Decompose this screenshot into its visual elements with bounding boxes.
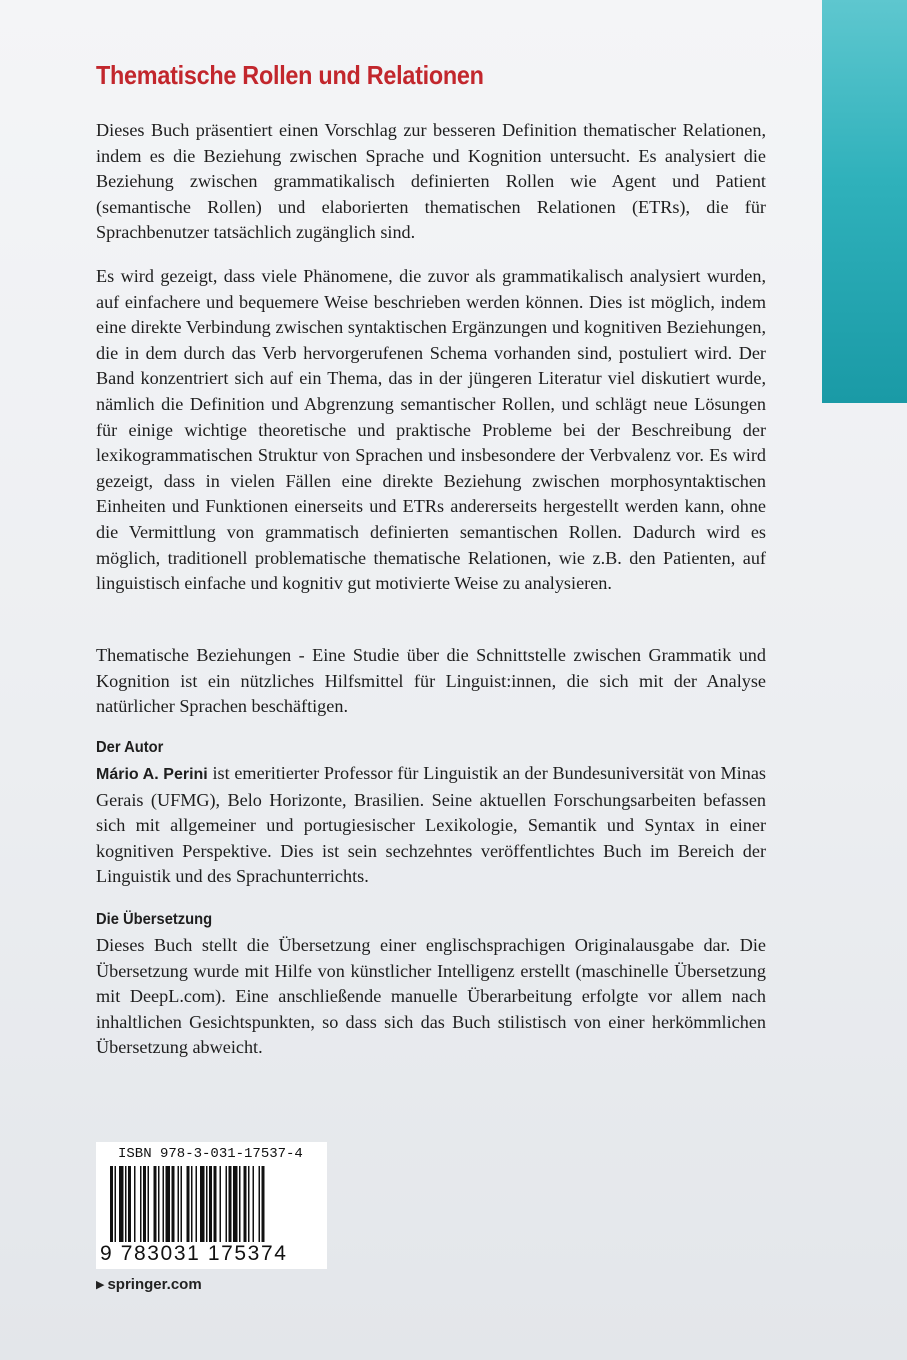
arrow-right-icon: ▶: [96, 1279, 105, 1291]
isbn-label: ISBN 978-3-031-17537-4: [118, 1146, 303, 1162]
publisher-label: springer.com: [107, 1276, 202, 1293]
book-title: Thematische Rollen und Relationen: [96, 60, 484, 90]
author-paragraph: [96, 761, 766, 890]
author-name: Mário A. Perini: [96, 766, 208, 783]
translation-paragraph: Dieses Buch stellt die Übersetzung einer englischsprachigen Originalausgabe dar. Die Übersetzung wurde mit Hilfe von künstlicher Intelligenz erstellt (maschinelle Übersetzung mit DeepL.com). Eine anschließende manuelle Überarbeitung erfolgte vor allem nach inhaltlichen Gesichtspunkten, so dass sich das Buch stilistisch von einer herkömmlichen Übersetzung abweicht.: [96, 935, 766, 1058]
translation-heading: Die Übersetzung: [96, 911, 213, 928]
intro-paragraph: Dieses Buch präsentiert einen Vorschlag zur besseren Definition thematischer Relationen, indem es die Beziehung zwischen Sprache und Kognition untersucht. Es analysiert die Beziehung zwischen grammatikalisch definierten Rollen wie Agent und Patient (semantische Rollen) und elaborierten thematischen Relationen (ETRs), die für Sprachbenutzer tatsächlich zugänglich sind.: [96, 120, 766, 243]
author-heading: Der Autor: [96, 739, 164, 756]
audience-paragraph: Thematische Beziehungen - Eine Studie über die Schnittstelle zwischen Grammatik und Kognition ist ein nützliches Hilfsmittel für Linguist:innen, die sich mit der Analyse natürlicher Sprachen beschäftigen.: [96, 645, 766, 717]
author-bio: ist emeritierter Professor für Linguistik an der Bundesuniversität von Minas Gerais (UFMG), Belo Horizonte, Brasilien. Seine aktuellen Forschungsarbeiten befassen sich mit allgemeiner und portugiesischer Lexikologie, Semantik und Syntax in einer kognitiven Perspektive. Dies ist sein sechzehntes veröffentlichtes Buch im Bereich der Linguistik und des Sprachunterrichts.: [96, 763, 766, 887]
isbn-barcode-box: [96, 1142, 327, 1269]
publisher-link[interactable]: [96, 1276, 202, 1293]
barcode-digits: 9 783031 175374: [100, 1242, 288, 1265]
teal-accent-bar: [822, 0, 907, 403]
description-paragraph: Es wird gezeigt, dass viele Phänomene, die zuvor als grammatikalisch analysiert wurden, auf einfachere und bequemere Weise beschrieben werden können. Dies ist möglich, indem eine direkte Verbindung zwischen syntaktischen Ergänzungen und kognitiven Beziehungen, die in dem durch das Verb hervorgerufenen Schema vorhanden sind, postuliert wird. Der Band konzentriert sich auf ein Thema, das in der jüngeren Literatur viel diskutiert wurde, nämlich die Definition und Abgrenzung semantischer Rollen, und schlägt neue Lösungen für einige wichtige theoretische und praktische Probleme bei der Beschreibung der lexikogrammatischen Struktur von Sprachen und insbesondere der Verbvalenz vor. Es wird gezeigt, dass in vielen Fällen eine direkte Beziehung zwischen morphosyntaktischen Einheiten und Funktionen einerseits und ETRs andererseits hergestellt werden kann, ohne die Vermittlung von grammatisch definierten semantischen Rollen. Dadurch wird es möglich, traditionell problematische thematische Relationen, wie z.B. den Patienten, auf linguistisch einfache und kognitiv gut motivierte Weise zu analysieren.: [96, 266, 766, 594]
